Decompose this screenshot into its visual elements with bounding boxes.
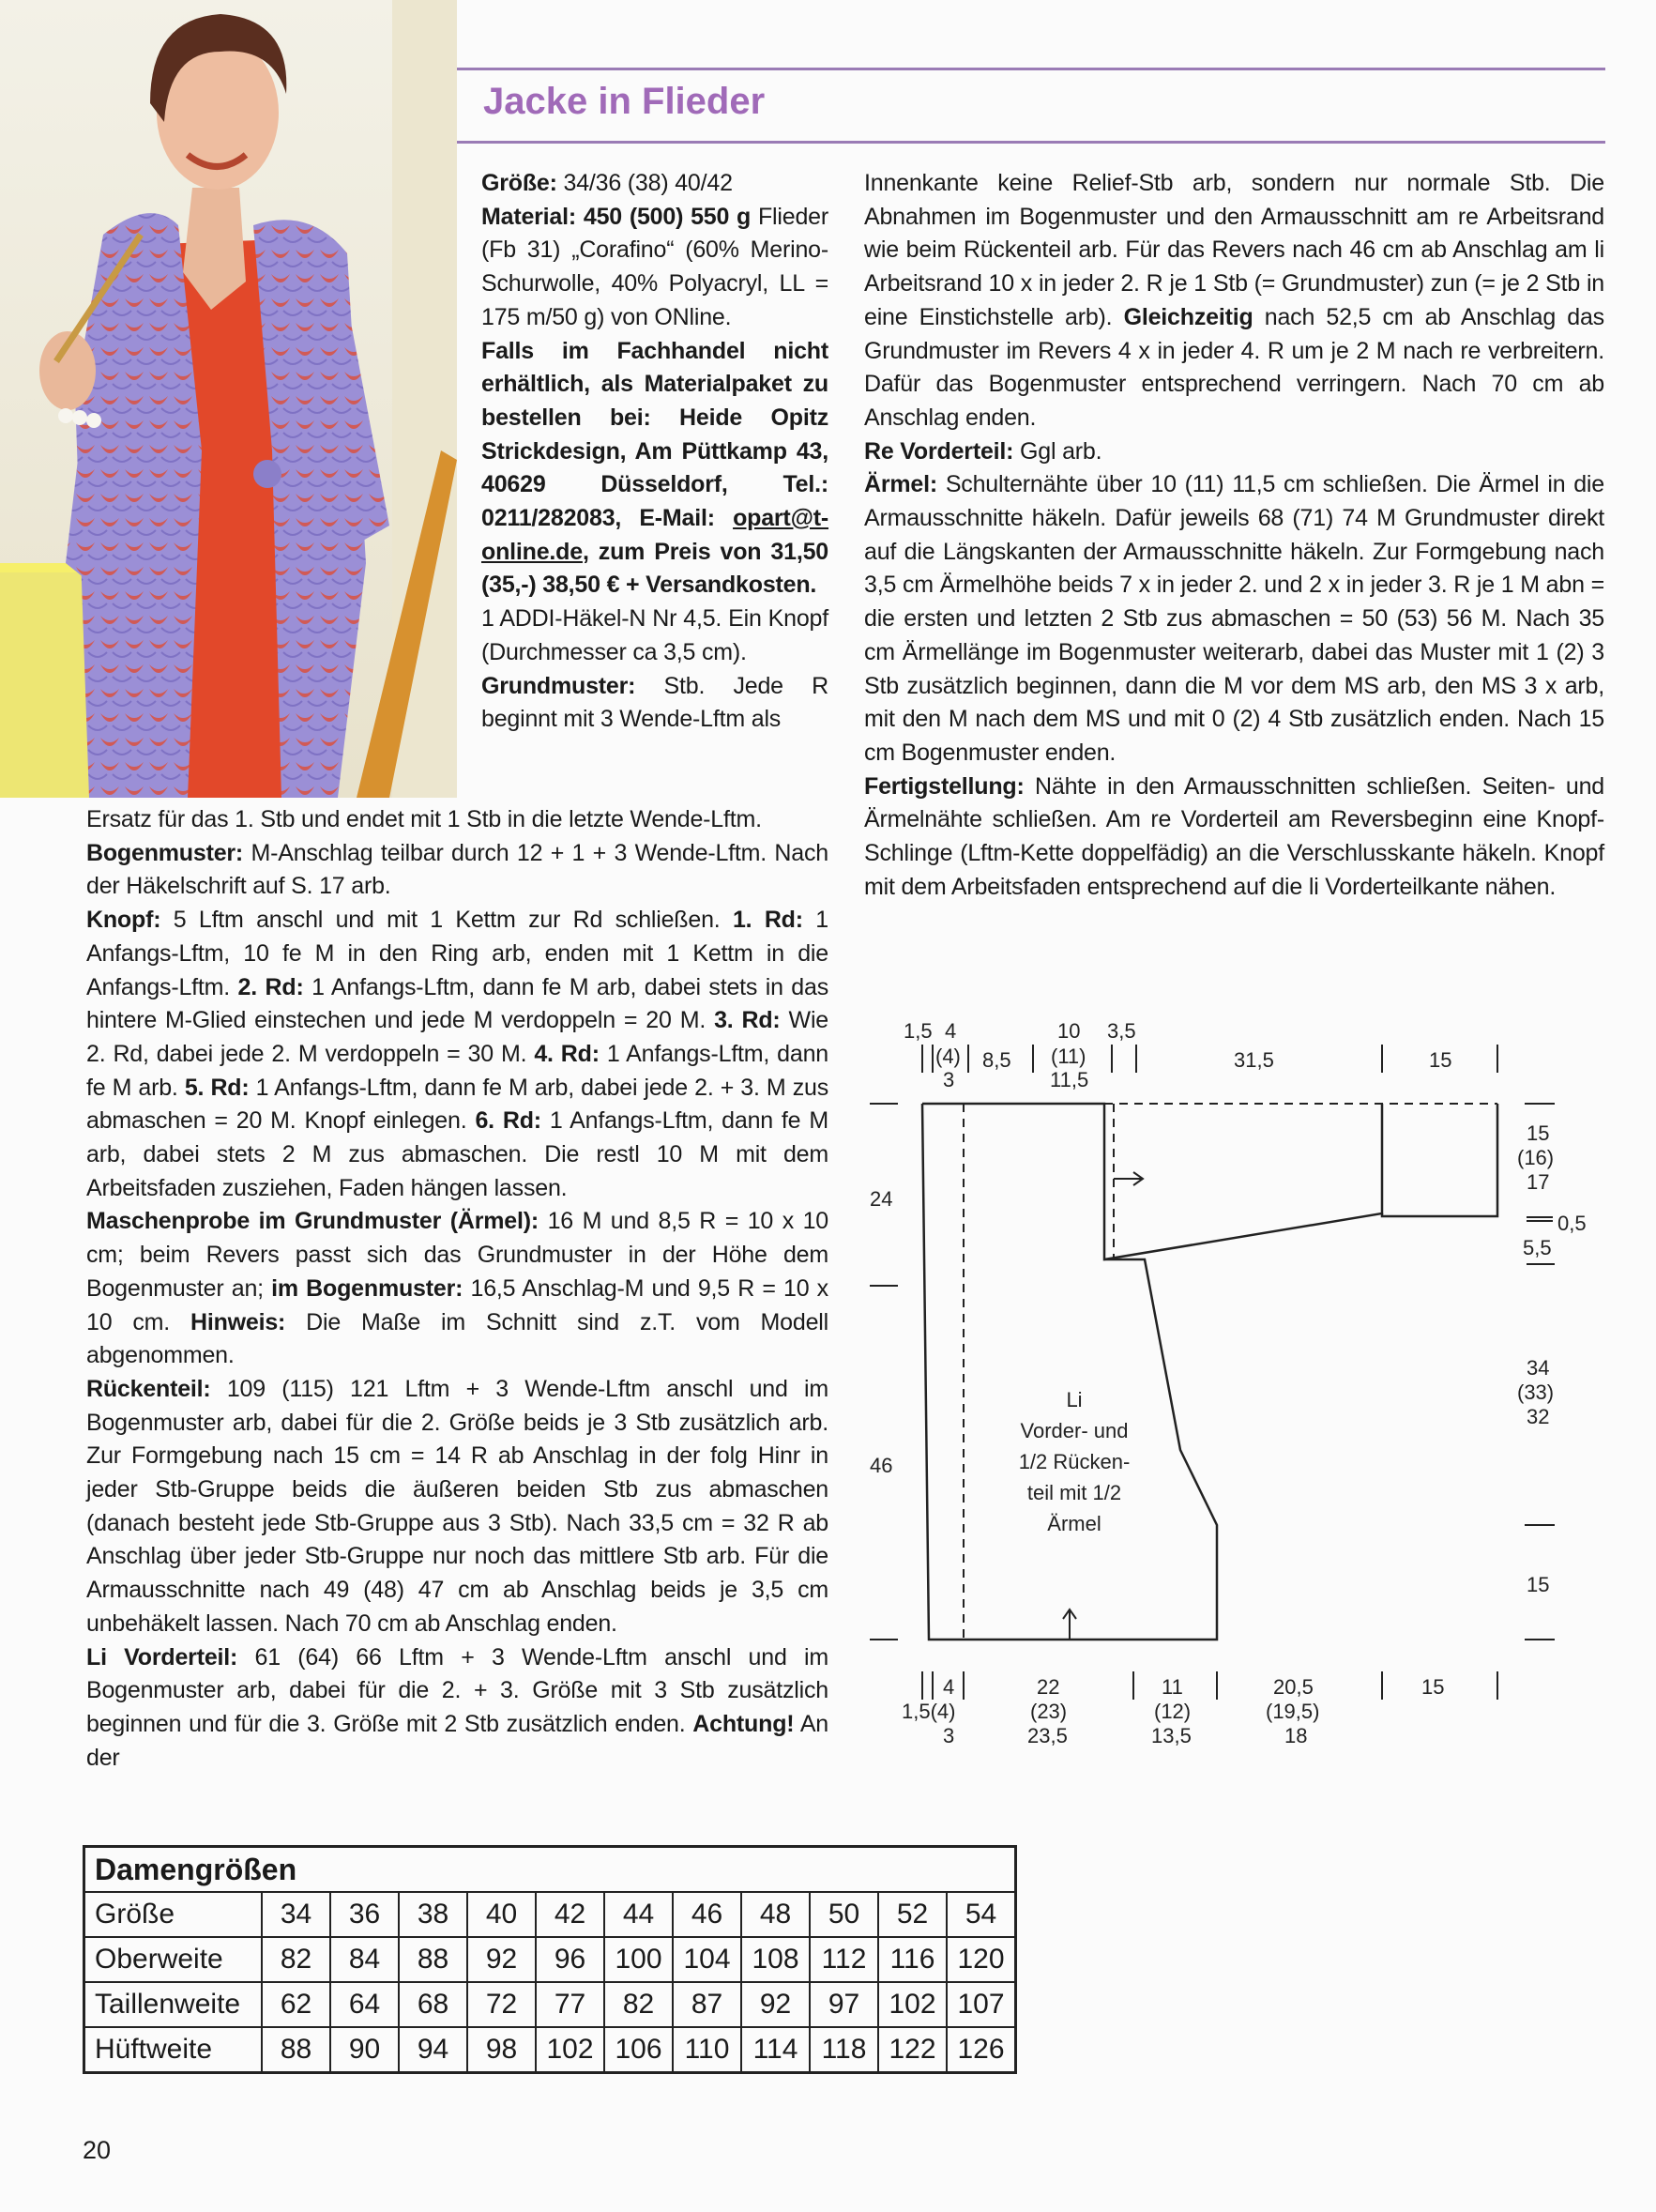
table-cell: 40 (467, 1892, 536, 1937)
dim-right-17: 17 (1527, 1170, 1550, 1194)
table-cell: 98 (467, 2027, 536, 2073)
table-cell: 118 (810, 2027, 878, 2073)
dim-right-34: 34 (1527, 1356, 1550, 1380)
label-bogenmuster: Bogenmuster: (86, 839, 244, 866)
paragraph-maschenprobe: Maschenprobe im Grundmuster (Ärmel): 16 M und 8,5 R = 10 x 10 cm; beim Revers passt sich das Grundmuster in der Höhe dem Bogenmuster an; im Bogenmuster: 16,5 Anschlag-M und 9,5 R = 10 x 10 cm. Hinweis: Die Maße im Schnitt sind z.T. vom Modell abgenommen. (86, 1208, 829, 1369)
paragraph-rueckenteil: Rückenteil: 109 (115) 121 Lftm + 3 Wende-Lftm anschl und im Bogenmuster arb, dabei für die 2. Größe beids je 3 Stb zusätzlich arb. Zur Formgebung nach 15 cm = 14 R ab Anschlag in der folg Hinr in jeder Stb-Gruppe beids die äußeren beiden Stb zus abmaschen (danach besteht jede Stb-Gruppe aus 3 Stb). Nach 33,5 cm = 32 R ab Anschlag über jeder Stb-Gruppe nur noch das mittlere Stb arb. Für die Armausschnitte nach 49 (48) 47 cm ab Anschlag beids je 3,5 cm unbehäkelt lassen. Nach 70 cm ab Anschlag enden. (86, 1375, 828, 1637)
table-row (84, 1982, 1016, 2027)
size-table-title: Damengrößen (84, 1847, 1016, 1893)
label-piece-5: Ärmel (1047, 1512, 1101, 1535)
row-label: Oberweite (84, 1937, 263, 1982)
text-preis: , zum Preis von 31,50 (35,-) 38,50 € + Versandkosten. (481, 538, 828, 599)
table-cell: 126 (947, 2027, 1016, 2073)
table-cell: 97 (810, 1982, 878, 2027)
label-piece-3: 1/2 Rücken- (1018, 1450, 1131, 1473)
label-piece-4: teil mit 1/2 (1026, 1481, 1122, 1504)
dim-top-1-5: 1,5 (904, 1019, 933, 1043)
dim-top-4: 4 (945, 1019, 957, 1043)
dim-bot-18: 18 (1284, 1724, 1308, 1747)
row-label: Taillenweite (84, 1982, 263, 2027)
dim-top-4p: (4) (935, 1045, 961, 1068)
page-title: Jacke in Flieder (483, 81, 766, 122)
dim-bot-23-5: 23,5 (1027, 1724, 1068, 1747)
dim-bot-20-5: 20,5 (1273, 1675, 1314, 1699)
table-cell: 88 (399, 1937, 467, 1982)
paragraph-fertigstellung: Fertigstellung: Nähte in den Armausschnitten schließen. Seiten- und Ärmelnähte schließen. Am re Vorderteil am Reversbeginn eine Knopf-Schlinge (Lftm-Kette doppelfädig) an die Verschlusskante häkeln. Knopf mit dem Arbeitsfaden entsprechend auf die li Vorderteilkante nähen. (864, 772, 1604, 900)
paragraph-innenkante: Innenkante keine Relief-Stb arb, sondern nur normale Stb. Die Abnahmen im Bogenmuster und den Armausschnitt am re Arbeitsrand wie beim Rückenteil arb. Für das Revers nach 46 cm ab Anschlag am li Arbeitsrand 10 x in jeder 2. R je 1 Stb (= Grundmuster) zun (= je 2 Stb in eine Einstichstelle arb). Gleichzeitig nach 52,5 cm ab Anschlag das Grundmuster im Revers 4 x in jeder 4. R um je 2 M nach re verbreitern. Dafür das Bogenmuster entsprechend verringern. Nach 70 cm ab Anschlag enden. (864, 170, 1604, 431)
paragraph-li-vorderteil: Li Vorderteil: 61 (64) 66 Lftm + 3 Wende-Lftm anschl und im Bogenmuster arb, dabei für die 2. + 3. Größe mit 3 Stb zusätzlich beginnen und für die 3. Größe mit 2 Stb zusätzlich enden. Achtung! An der (86, 1643, 828, 1771)
dim-right-5-5: 5,5 (1523, 1236, 1552, 1259)
table-cell: 102 (878, 1982, 947, 2027)
dim-bot-23: (23) (1030, 1700, 1068, 1723)
label-material: Material: 450 (500) 550 g (481, 203, 752, 230)
dim-top-8-5: 8,5 (982, 1048, 1011, 1072)
table-cell: 116 (878, 1937, 947, 1982)
row-label: Größe (84, 1892, 263, 1937)
table-cell: 120 (947, 1937, 1016, 1982)
paragraph-re-vorderteil: Re Vorderteil: Ggl arb. (864, 437, 1102, 465)
text-nadel: 1 ADDI-Häkel-N Nr 4,5. Ein Knopf (Durchmesser ca 3,5 cm). (481, 605, 828, 665)
table-cell: 82 (604, 1982, 673, 2027)
text-grundmuster: Stb. Jede R beginnt mit 3 Wende-Lftm als (481, 672, 828, 733)
table-cell: 102 (536, 2027, 604, 2073)
table-cell: 94 (399, 2027, 467, 2073)
table-cell: 36 (330, 1892, 399, 1937)
dim-top-10: 10 (1057, 1019, 1081, 1043)
table-cell: 122 (878, 2027, 947, 2073)
page-number: 20 (83, 2136, 112, 2164)
dim-bot-19-5: (19,5) (1266, 1700, 1320, 1723)
table-cell: 87 (673, 1982, 741, 2027)
table-cell: 54 (947, 1892, 1016, 1937)
text-grundmuster-cont: Ersatz für das 1. Stb und endet mit 1 Stb in die letzte Wende-Lftm. (86, 806, 762, 832)
dim-right-0-5: 0,5 (1557, 1212, 1587, 1235)
dim-bot-3: 3 (943, 1724, 955, 1747)
title-rule-top (457, 68, 1605, 70)
table-cell: 52 (878, 1892, 947, 1937)
table-cell: 42 (536, 1892, 604, 1937)
table-cell: 112 (810, 1937, 878, 1982)
table-cell: 108 (741, 1937, 810, 1982)
dim-top-3: 3 (943, 1068, 955, 1091)
dim-top-11: (11) (1051, 1045, 1086, 1068)
dim-left-46: 46 (870, 1454, 893, 1477)
table-cell: 92 (467, 1937, 536, 1982)
table-cell: 96 (536, 1937, 604, 1982)
dim-bot-12: (12) (1154, 1700, 1192, 1723)
table-cell: 107 (947, 1982, 1016, 2027)
table-cell: 72 (467, 1982, 536, 2027)
paragraph-aermel: Ärmel: Schulternähte über 10 (11) 11,5 cm schließen. Die Ärmel in die Armausschnitte häkeln. Dafür jeweils 68 (71) 74 M Grundmuster direkt auf die Längskanten der Armausschnitte häkeln. Zur Formgebung nach 3,5 cm Ärmelhöhe beids 7 x in jeder 2. und 2 x in jeder 3. R je 1 M abn = die ersten und letzten 2 Stb zus abmaschen = 50 (53) 56 M. Nach 35 cm Ärmellänge im Bogenmuster weiterarb, dabei das Muster mit 1 (2) 3 Stb zusätzlich beginnen, dann die M vor dem MS arb, den MS 3 x arb, mit den M nach dem MS und mit 0 (2) 4 Stb zusätzlich enden. Nach 15 cm Bogenmuster enden. (864, 471, 1604, 766)
model-photo (0, 0, 457, 798)
dim-right-15: 15 (1527, 1121, 1550, 1145)
table-cell: 46 (673, 1892, 741, 1937)
dim-bot-15: 15 (1421, 1675, 1445, 1699)
dim-right-33: (33) (1517, 1381, 1555, 1404)
row-label: Hüftweite (84, 2027, 263, 2073)
column-a (481, 167, 828, 737)
title-rule-bottom (457, 141, 1605, 144)
table-cell: 68 (399, 1982, 467, 2027)
dim-right-32: 32 (1527, 1405, 1550, 1428)
table-row (84, 2027, 1016, 2073)
label-groesse: Größe: (481, 170, 557, 196)
table-cell: 84 (330, 1937, 399, 1982)
table-cell: 82 (262, 1937, 330, 1982)
dim-right-16: (16) (1517, 1146, 1555, 1169)
table-cell: 106 (604, 2027, 673, 2073)
table-cell: 38 (399, 1892, 467, 1937)
size-table (83, 1845, 1017, 2074)
table-cell: 90 (330, 2027, 399, 2073)
table-cell: 110 (673, 2027, 741, 2073)
table-cell: 104 (673, 1937, 741, 1982)
table-cell: 44 (604, 1892, 673, 1937)
text-groesse: 34/36 (38) 40/42 (556, 170, 733, 196)
table-cell: 92 (741, 1982, 810, 2027)
table-cell: 100 (604, 1937, 673, 1982)
table-cell: 114 (741, 2027, 810, 2073)
table-cell: 34 (262, 1892, 330, 1937)
dim-bot-1-5: 1,5(4) (902, 1700, 956, 1723)
label-piece-1: Li (1066, 1388, 1083, 1411)
pattern-schematic (849, 1009, 1618, 1760)
table-cell: 48 (741, 1892, 810, 1937)
table-cell: 88 (262, 2027, 330, 2073)
text-material: Flieder (Fb 31) „Corafino“ (60% Merino-Schurwolle, 40% Polyacryl, LL = 175 m/50 g) von ONline. (481, 203, 828, 330)
dim-bot-4: 4 (943, 1675, 955, 1699)
text-bogenmuster: M-Anschlag teilbar durch 12 + 1 + 3 Wende-Lftm. Nach der Häkelschrift auf S. 17 arb. (86, 839, 828, 900)
table-cell: 50 (810, 1892, 878, 1937)
dim-bot-13-5: 13,5 (1151, 1724, 1192, 1747)
label-grundmuster: Grundmuster: (481, 672, 636, 699)
dim-bot-22: 22 (1037, 1675, 1060, 1699)
email-link[interactable]: opart@t-online.de (481, 505, 828, 565)
dim-right-15b: 15 (1527, 1573, 1550, 1596)
text-bezug: Falls im Fachhandel nicht erhältlich, als Materialpaket zu bestellen bei: Heide Opitz Strickdesign, Am Püttkamp 43, 40629 Düsseldorf, Tel.: 0211/282083, E-Mail: (481, 337, 828, 532)
dim-top-3-5: 3,5 (1107, 1019, 1136, 1043)
table-row (84, 1892, 1016, 1937)
dim-top-11-5: 11,5 (1050, 1068, 1089, 1091)
dim-top-31-5: 31,5 (1234, 1048, 1274, 1072)
paragraph-knopf: Knopf: 5 Lftm anschl und mit 1 Kettm zur Rd schließen. 1. Rd: 1 Anfangs-Lftm, 10 fe M in den Ring arb, enden mit 1 Kettm in die Anfangs-Lftm. 2. Rd: 1 Anfangs-Lftm, dann fe M arb, dabei stets in das hintere M-Glied einstechen und jede M verdoppeln = 20 M. 3. Rd: Wie 2. Rd, dabei jede 2. M verdoppeln = 30 M. 4. Rd: 1 Anfangs-Lftm, dann fe M arb. 5. Rd: 1 Anfangs-Lftm, dann fe M arb, dabei jede 2. + 3. M zus abmaschen = 20 M. Knopf einlegen. 6. Rd: 1 Anfangs-Lftm, dann fe M arb, dabei stets 2 M zus abmaschen. Die restl 10 M mit dem Arbeitsfaden zusziehen, Faden hängen lassen. (86, 907, 829, 1201)
label-piece-2: Vorder- und (1020, 1419, 1129, 1442)
column-a-continued (86, 803, 828, 1775)
table-cell: 64 (330, 1982, 399, 2027)
table-cell: 77 (536, 1982, 604, 2027)
table-row (84, 1937, 1016, 1982)
dim-bot-11: 11 (1162, 1675, 1183, 1699)
column-b (864, 167, 1604, 904)
table-cell: 62 (262, 1982, 330, 2027)
dim-top-15: 15 (1429, 1048, 1452, 1072)
dim-left-24: 24 (870, 1187, 893, 1211)
